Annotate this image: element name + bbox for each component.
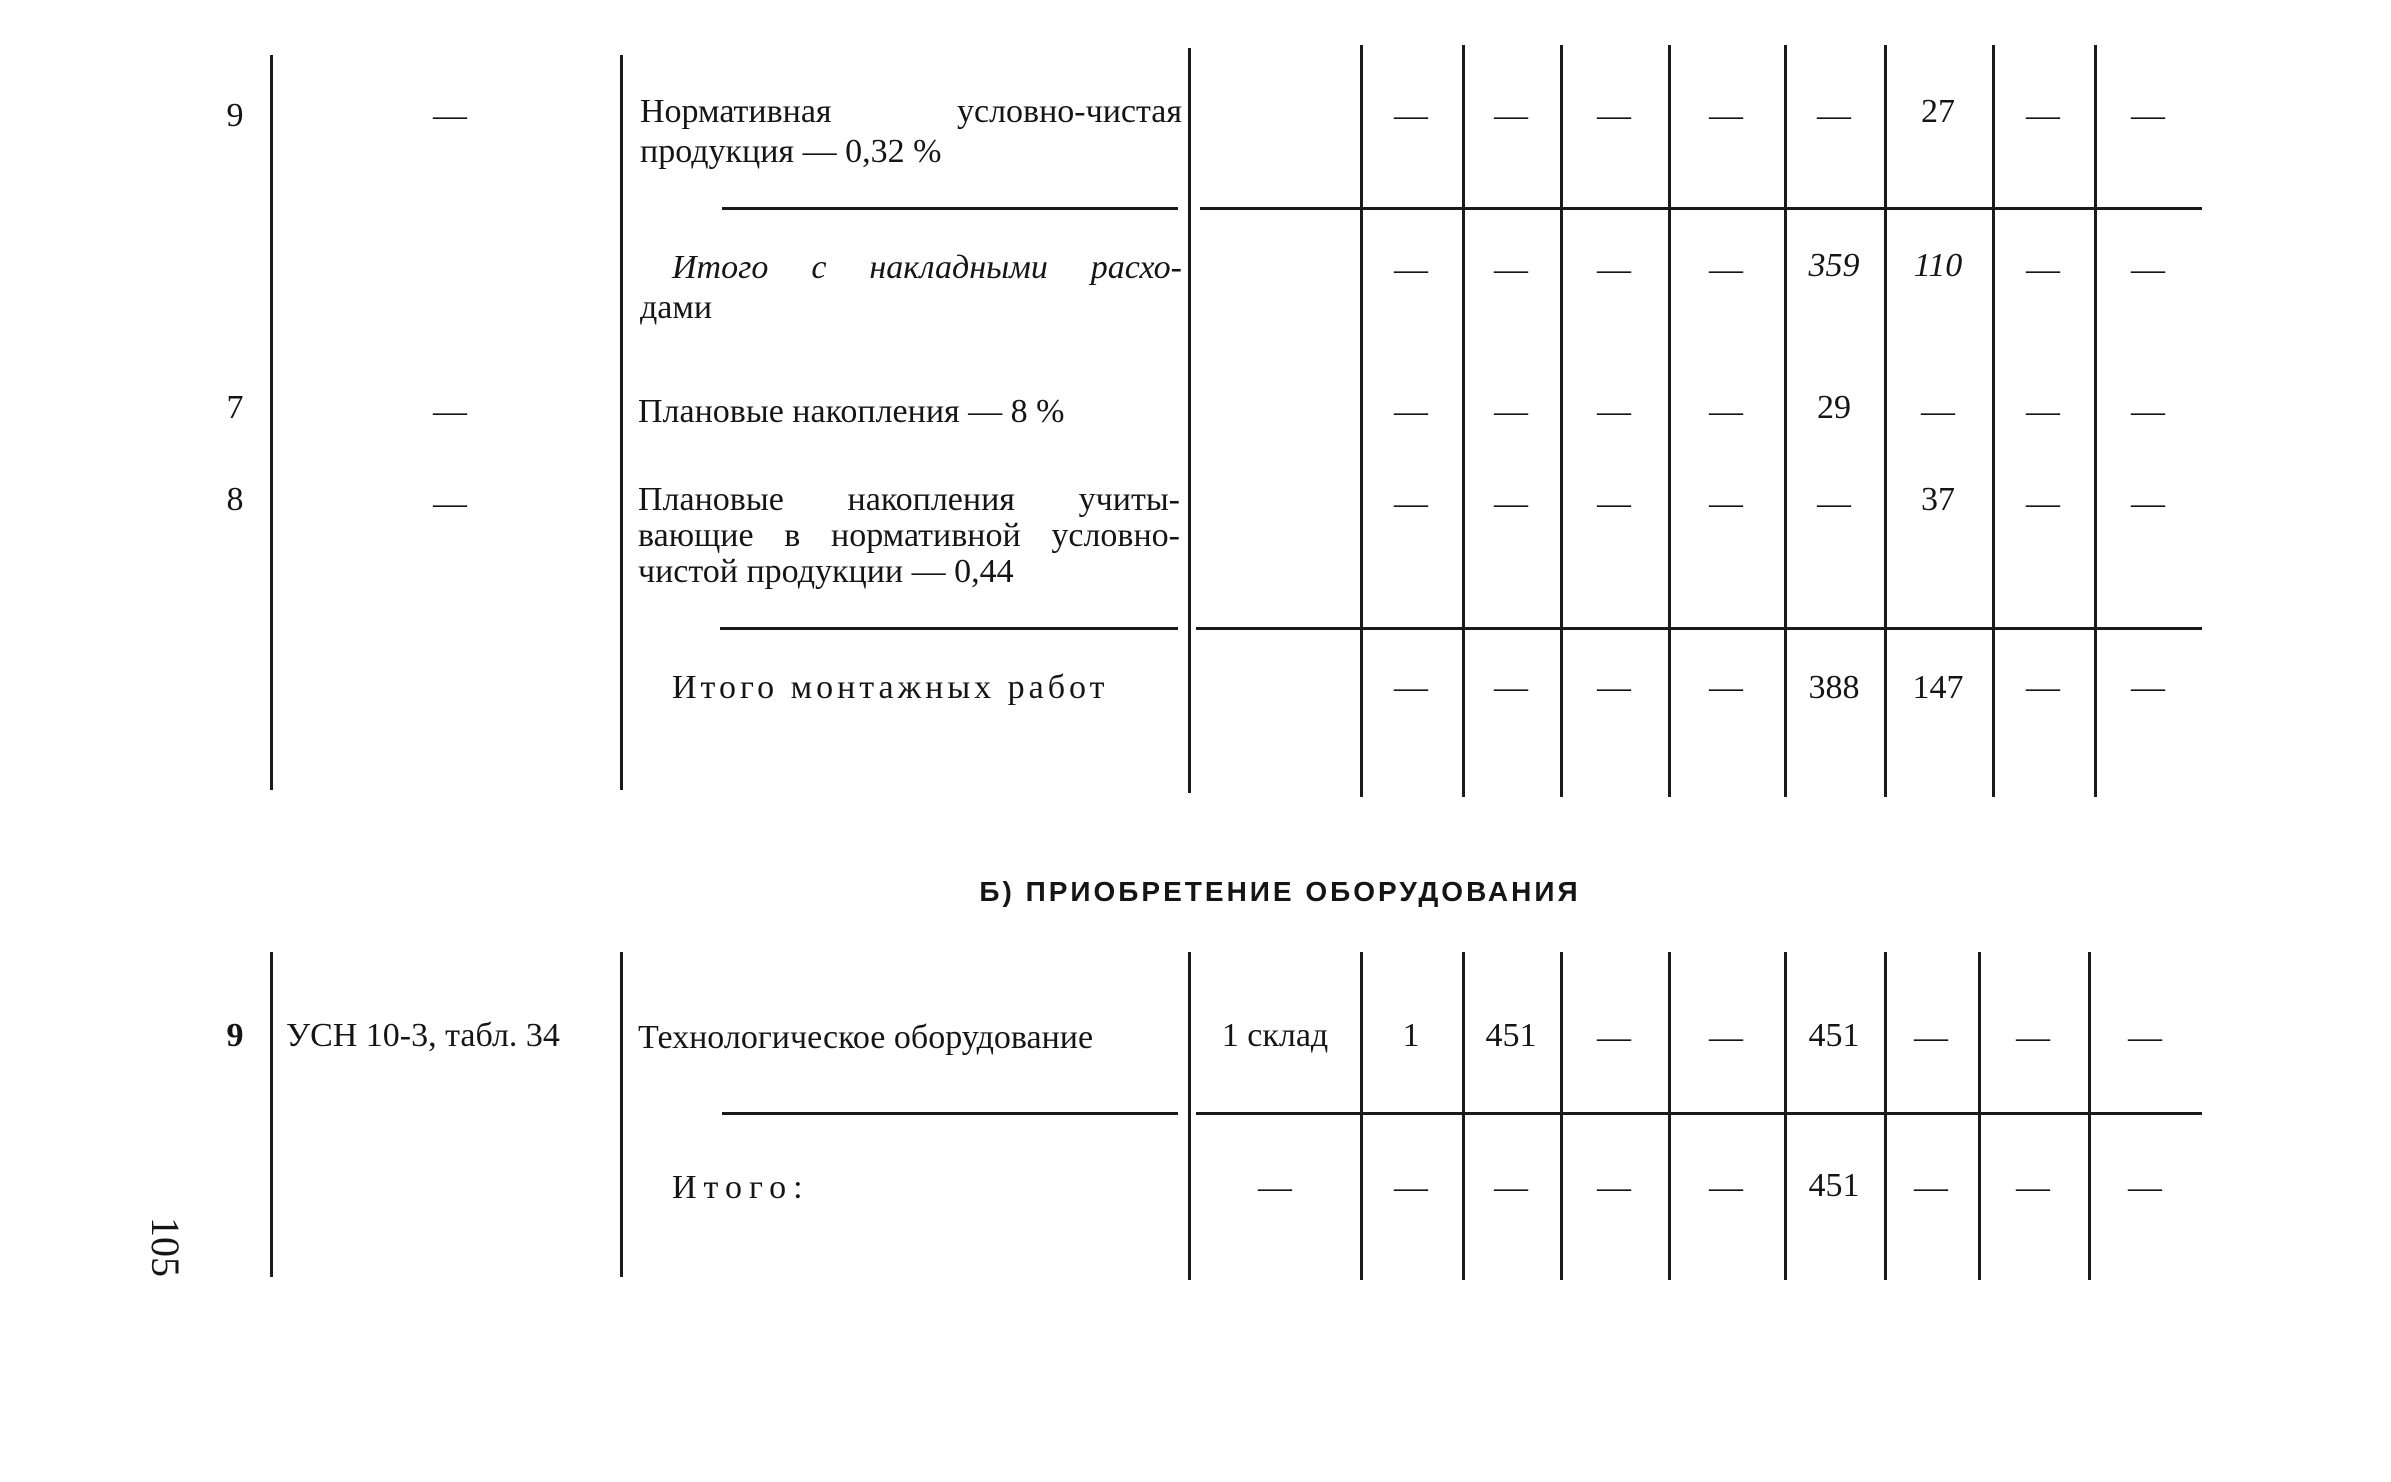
row2-val-7: — bbox=[2026, 251, 2060, 288]
rule-v-col3 bbox=[1188, 48, 1191, 793]
b-rule-v-col6 bbox=[1560, 952, 1563, 1280]
row5-val-6: 147 bbox=[1912, 669, 1964, 706]
b-row1-val-5: 451 bbox=[1808, 1017, 1860, 1054]
rule-v-col1 bbox=[270, 55, 273, 790]
b-row1-val-8: — bbox=[2128, 1019, 2162, 1056]
row3-ref: — bbox=[433, 393, 467, 430]
b-row2-name: Итого: bbox=[672, 1169, 810, 1206]
row1-name-line2: продукция — 0,32 % bbox=[640, 133, 942, 170]
row3-val-1: — bbox=[1394, 393, 1428, 430]
row2-name bbox=[640, 248, 1182, 328]
b-rule-v-col9 bbox=[1884, 952, 1887, 1280]
b-rule-v-col1 bbox=[270, 952, 273, 1277]
section-b-title: Б) ПРИОБРЕТЕНИЕ ОБОРУДОВАНИЯ bbox=[979, 876, 1581, 907]
b-rule-v-col7 bbox=[1668, 952, 1671, 1280]
rule-h-1-values bbox=[1200, 207, 2202, 210]
row1-ref: — bbox=[433, 97, 467, 134]
b-row1-val-3: — bbox=[1597, 1019, 1631, 1056]
row4-val-8: — bbox=[2131, 485, 2165, 522]
b-row1-val-2: 451 bbox=[1485, 1017, 1537, 1054]
rule-h-2-text bbox=[720, 627, 1178, 630]
row5-name: Итого монтажных работ bbox=[672, 669, 1109, 706]
row1-val-8: — bbox=[2131, 97, 2165, 134]
row5-val-3: — bbox=[1597, 669, 1631, 706]
b-row2-val-5: 451 bbox=[1808, 1167, 1860, 1204]
page-number: 105 bbox=[143, 1217, 188, 1277]
row4-val-4: — bbox=[1709, 485, 1743, 522]
b-row2-val-4: — bbox=[1709, 1169, 1743, 1206]
row2-name-line1: Итого с накладными расхо- bbox=[672, 249, 1182, 286]
row2-val-2: — bbox=[1494, 251, 1528, 288]
row1-val-7: — bbox=[2026, 97, 2060, 134]
b-row2-val-3: — bbox=[1597, 1169, 1631, 1206]
b-rule-v-col2 bbox=[620, 952, 623, 1277]
b-row2-unit: — bbox=[1258, 1169, 1292, 1206]
b-rule-v-col5 bbox=[1462, 952, 1465, 1280]
b-row1-val-6: — bbox=[1914, 1019, 1948, 1056]
row4-val-1: — bbox=[1394, 485, 1428, 522]
row4-val-6: 37 bbox=[1921, 481, 1955, 518]
b-row2-val-2: — bbox=[1494, 1169, 1528, 1206]
row5-val-4: — bbox=[1709, 669, 1743, 706]
b-row2-val-6: — bbox=[1914, 1169, 1948, 1206]
row5-val-8: — bbox=[2131, 669, 2165, 706]
b-row2-val-7: — bbox=[2016, 1169, 2050, 1206]
row1-val-6: 27 bbox=[1921, 93, 1955, 130]
b-row2-val-1: — bbox=[1394, 1169, 1428, 1206]
row4-val-7: — bbox=[2026, 485, 2060, 522]
row2-val-3: — bbox=[1597, 251, 1631, 288]
row1-num: 9 bbox=[226, 97, 244, 134]
row1-val-1: — bbox=[1394, 97, 1428, 134]
b-rule-h-values bbox=[1196, 1112, 2202, 1115]
b-rule-v-col10 bbox=[1978, 952, 1981, 1280]
row1-name bbox=[640, 92, 1182, 172]
row1-name-line1: Нормативная условно-чистая bbox=[640, 93, 1182, 130]
b-row1-num: 9 bbox=[226, 1017, 244, 1054]
row4-val-2: — bbox=[1494, 485, 1528, 522]
b-rule-v-col4 bbox=[1360, 952, 1363, 1280]
row5-val-5: 388 bbox=[1808, 669, 1860, 706]
row4-name bbox=[638, 482, 1180, 590]
b-row1-val-4: — bbox=[1709, 1019, 1743, 1056]
b-row2-val-8: — bbox=[2128, 1169, 2162, 1206]
row2-name-line2: дами bbox=[640, 289, 713, 326]
row3-num: 7 bbox=[226, 389, 244, 426]
b-rule-h-text bbox=[722, 1112, 1178, 1115]
row1-val-4: — bbox=[1709, 97, 1743, 134]
row4-num: 8 bbox=[226, 481, 244, 518]
row3-val-3: — bbox=[1597, 393, 1631, 430]
row2-val-6: 110 bbox=[1913, 247, 1963, 284]
b-row1-unit: 1 склад bbox=[1221, 1017, 1329, 1054]
b-row1-val-7: — bbox=[2016, 1019, 2050, 1056]
rule-v-col2 bbox=[620, 55, 623, 790]
row2-val-8: — bbox=[2131, 251, 2165, 288]
row5-val-2: — bbox=[1494, 669, 1528, 706]
b-row1-ref: УСН 10-3, табл. 34 bbox=[286, 1017, 560, 1054]
row3-val-8: — bbox=[2131, 393, 2165, 430]
rule-h-1-text bbox=[722, 207, 1178, 210]
b-rule-v-col3 bbox=[1188, 952, 1191, 1280]
row1-val-3: — bbox=[1597, 97, 1631, 134]
b-rule-v-col8 bbox=[1784, 952, 1787, 1280]
row1-val-5: — bbox=[1817, 97, 1851, 134]
row1-val-2: — bbox=[1494, 97, 1528, 134]
row3-val-7: — bbox=[2026, 393, 2060, 430]
row4-ref: — bbox=[433, 485, 467, 522]
row3-val-2: — bbox=[1494, 393, 1528, 430]
row3-val-6: — bbox=[1921, 393, 1955, 430]
row5-val-1: — bbox=[1394, 669, 1428, 706]
row3-name: Плановые накопления — 8 % bbox=[638, 393, 1065, 430]
row2-val-1: — bbox=[1394, 251, 1428, 288]
b-row1-val-1: 1 bbox=[1402, 1017, 1420, 1054]
row4-name-line3: чистой продукции — 0,44 bbox=[638, 553, 1014, 590]
row4-val-5: — bbox=[1817, 485, 1851, 522]
row4-name-line1: Плановые накопления учиты- bbox=[638, 481, 1180, 518]
b-rule-v-col11 bbox=[2088, 952, 2091, 1280]
row5-val-7: — bbox=[2026, 669, 2060, 706]
row2-val-5: 359 bbox=[1808, 247, 1860, 284]
rule-h-2-values bbox=[1196, 627, 2202, 630]
row2-val-4: — bbox=[1709, 251, 1743, 288]
b-row1-name: Технологическое оборудование bbox=[638, 1019, 1094, 1056]
row4-name-line2: вающие в нормативной условно- bbox=[638, 517, 1180, 554]
row4-val-3: — bbox=[1597, 485, 1631, 522]
row3-val-4: — bbox=[1709, 393, 1743, 430]
row3-val-5: 29 bbox=[1817, 389, 1851, 426]
